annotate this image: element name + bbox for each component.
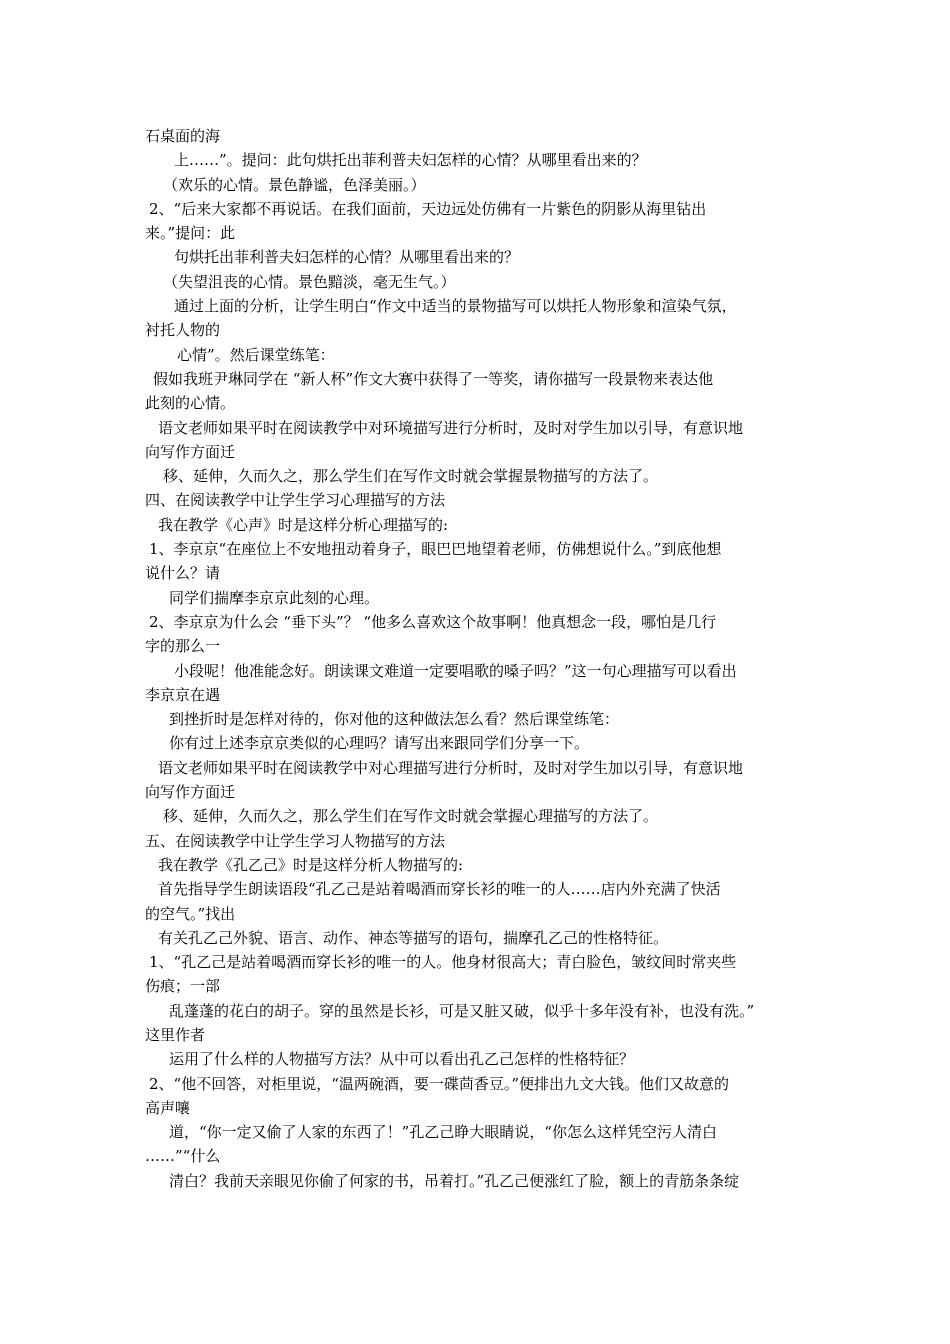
text-line: 1、“孔乙己是站着喝酒而穿长衫的唯一的人。他身材很高大；青白脸色，皱纹间时常夹些: [149, 953, 737, 972]
text-line: 2、“他不回答，对柜里说，“温两碗酒，要一碟茴香豆。”便排出九文大钱。他们又故意的: [149, 1074, 730, 1093]
text-line: 字的那么一: [145, 637, 221, 656]
text-line: 移、延伸，久而久之，那么学生们在写作文时就会掌握心理描写的方法了。: [163, 807, 659, 826]
section-heading: 五、在阅读教学中让学生学习人物描写的方法: [145, 831, 446, 850]
text-line: 心情”。然后课堂练笔：: [177, 345, 335, 364]
text-line: 的空气。”找出: [145, 904, 236, 923]
text-line: （失望沮丧的心情。景色黯淡，毫无生气。）: [163, 272, 456, 291]
text-line: 我在教学《心声》时是这样分析心理描写的:: [158, 515, 449, 534]
text-line: 同学们揣摩李京京此刻的心理。: [169, 588, 380, 607]
text-line: 语文老师如果平时在阅读教学中对心理描写进行分析时，及时对学生加以引导，有意识地: [158, 758, 744, 777]
text-line: 道，“你一定又偷了人家的东西了！”孔乙己睁大眼睛说，“你怎么这样凭空污人清白: [169, 1123, 718, 1142]
text-line: 向写作方面迁: [145, 442, 236, 461]
text-line: 句烘托出菲利普夫妇怎样的心情？从哪里看出来的？: [174, 248, 520, 267]
text-line: 衬托人物的: [145, 321, 221, 340]
text-line: 运用了什么样的人物描写方法？从中可以看出孔乙己怎样的性格特征？: [169, 1050, 635, 1069]
text-line: 向写作方面迁: [145, 783, 236, 802]
text-line: 清白？我前天亲眼见你偷了何家的书，吊着打。”孔乙己便涨红了脸，额上的青筋条条绽: [169, 1171, 740, 1190]
text-line: 来。”提问：此: [145, 224, 236, 243]
text-line: 我在教学《孔乙己》时是这样分析人物描写的:: [158, 855, 464, 874]
text-line: 移、延伸，久而久之，那么学生们在写作文时就会掌握景物描写的方法了。: [163, 467, 659, 486]
text-line: 首先指导学生朗读语段“孔乙己是站着喝酒而穿长衫的唯一的人……店内外充满了快活: [158, 880, 721, 899]
text-line: 通过上面的分析，让学生明白“作文中适当的景物描写可以烘托人物形象和渲染气氛，: [174, 297, 737, 316]
text-line: ……”“什么: [145, 1147, 221, 1166]
text-line: 伤痕；一部: [145, 977, 221, 996]
text-line: 李京京在遇: [145, 685, 221, 704]
text-line: 上……”。提问：此句烘托出菲利普夫妇怎样的心情？从哪里看出来的？: [174, 151, 647, 170]
text-line: 你有过上述李京京类似的心理吗？请写出来跟同学们分享一下。: [169, 734, 590, 753]
text-line: 假如我班尹琳同学在 “新人杯”作文大赛中获得了一等奖，请你描写一段景物来表达他: [153, 369, 714, 388]
text-line: 1、李京京“在座位上不安地扭动着身子，眼巴巴地望着老师，仿佛想说什么。”到底他想: [149, 540, 722, 559]
document-body: [145, 124, 810, 1193]
text-line: 有关孔乙己外貌、语言、动作、神态等描写的语句，揣摩孔乙己的性格特征。: [158, 928, 669, 947]
text-line: 到挫折时是怎样对待的，你对他的这种做法怎么看？然后课堂练笔：: [169, 710, 620, 729]
text-line: 此刻的心情。: [145, 394, 236, 413]
text-line: 这里作者: [145, 1025, 206, 1044]
text-line: 2、“后来大家都不再说话。在我们面前，天边远处仿佛有一片紫色的阴影从海里钻出: [149, 199, 707, 218]
text-line: 小段呢！他准能念好。朗读课文难道一定要唱歌的嗓子吗？”这一句心理描写可以看出: [174, 661, 737, 680]
text-line: 语文老师如果平时在阅读教学中对环境描写进行分析时，及时对学生加以引导，有意识地: [158, 418, 744, 437]
text-line: 石桌面的海: [145, 127, 221, 145]
text-line: 2、李京京为什么会 “垂下头”？ “他多么喜欢这个故事啊！他真想念一段，哪怕是几行: [149, 612, 717, 631]
text-line: 说什么？请: [145, 564, 221, 583]
text-line: （欢乐的心情。景色静谧，色泽美丽。）: [163, 175, 426, 194]
text-line: 乱蓬蓬的花白的胡子。穿的虽然是长衫，可是又脏又破，似乎十多年没有补，也没有洗。”: [169, 1001, 755, 1020]
section-heading: 四、在阅读教学中让学生学习心理描写的方法: [145, 491, 446, 510]
text-line: 高声嚷: [145, 1098, 191, 1117]
